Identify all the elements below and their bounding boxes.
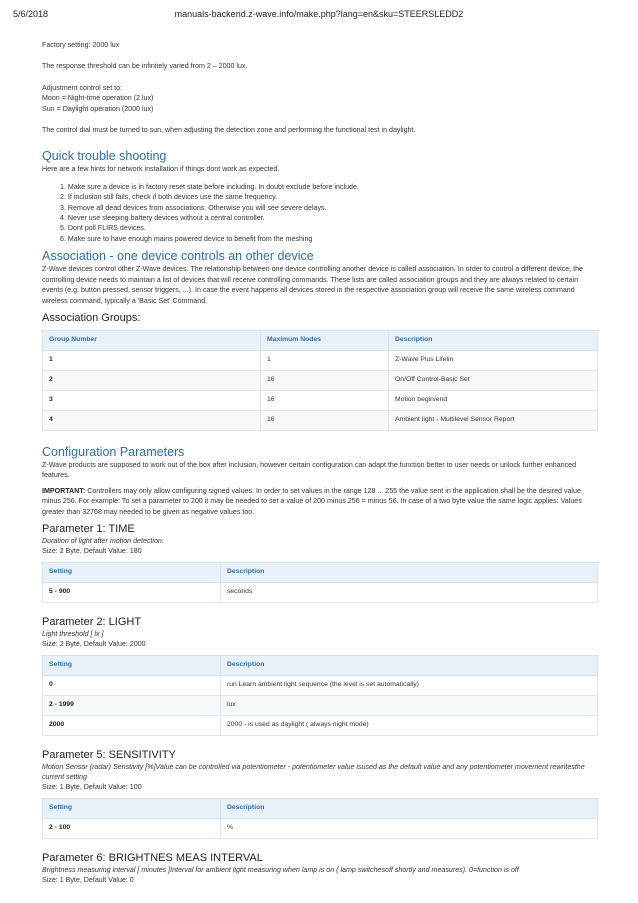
sun-setting: Sun = Daylight operation (2000 lux)	[42, 104, 154, 113]
param-title: Parameter 6: BRIGHTNES MEAS INTERVAL	[42, 851, 263, 864]
table-cell: 3	[43, 390, 261, 410]
column-header: Setting	[43, 655, 221, 675]
param-desc: Brightness measuring interval [ minutes ]Interval for ambient light measuring when lamp is on ( lamp switchesoff shortly and measures). 0=function is off	[42, 865, 519, 874]
moon-setting: Moon = Night-time operation (2 lux)	[42, 94, 154, 103]
table-row	[43, 818, 598, 838]
table-cell: Ambient light - Multilevel Sensor Report	[389, 410, 598, 430]
column-header: Description	[221, 655, 598, 675]
document-body	[42, 40, 598, 886]
dial-note: The control dial must be turned to sun, when adjusting the detection zone and performing the functional test in daylight.	[42, 126, 416, 135]
list-item: 6. Make sure to have enough mains powered device to benefit from the meshing	[60, 234, 313, 243]
table-cell: %	[221, 818, 598, 838]
column-header: Description	[389, 330, 598, 350]
threshold-text: The response threshold can be infinitely varied from 2 – 2000 lux.	[42, 62, 248, 71]
factory-setting: Factory setting: 2000 lux	[42, 41, 120, 49]
param-table	[42, 798, 598, 839]
list-item: 1. Make sure a device is in factory reset state before including. In doubt exclude before include.	[60, 182, 359, 191]
table-row	[43, 695, 598, 715]
table-row	[43, 390, 598, 410]
table-row	[43, 715, 598, 735]
list-item: 2. If inclusion still fails, check if both devices use the same frequency.	[60, 193, 278, 202]
association-text: Z-Wave devices control other Z-Wave devices. The relationship between one device controlling another device is called association. In order to control a different device, the controlling device needs to maintain a list of devices that will receive controlling commands. These lists are called association groups and they are always related to certain events (e.g. button pressed, sensor triggers, ...). In case the event happens all devices stored in the respective association group will receive the same wireless command wireless command, typically a 'Basic Set' Command.	[42, 265, 583, 305]
list-item: 5. Dont poll FLIRS devices.	[60, 224, 146, 233]
table-cell: seconds	[221, 582, 598, 602]
param-desc: Motion Sensor (radar) Senstivity [%]Value can be controlled via potentiometer - potentiometer value isused as the default value and any potentiometer movement rewritesthe current setting	[42, 762, 585, 781]
table-cell: 2 - 100	[43, 818, 221, 838]
table-row	[43, 582, 598, 602]
trouble-lead: Here are a few hints for network installation if things dont work as expected.	[42, 165, 280, 174]
table-cell: 2	[43, 370, 261, 390]
table-cell: 1	[43, 350, 261, 370]
column-header: Description	[221, 798, 598, 818]
table-cell: Z-Wave Plus Lifelin	[389, 350, 598, 370]
table-cell: 1	[261, 350, 389, 370]
param-desc: Light threshold [ lx ]	[42, 629, 104, 638]
table-cell: 16	[261, 390, 389, 410]
table-row	[43, 675, 598, 695]
param-title: Parameter 2: LIGHT	[42, 615, 142, 628]
table-cell: 2000 - is used as daylight ( always night mode)	[221, 715, 598, 735]
column-header: Description	[221, 562, 598, 582]
table-cell: lux	[221, 695, 598, 715]
column-header: Setting	[43, 562, 221, 582]
list-item: 4. Never use sleeping battery devices without a central controller.	[60, 214, 265, 223]
param-size: Size: 1 Byte, Default Value: 0	[42, 876, 134, 885]
config-heading: Configuration Parameters	[42, 444, 185, 459]
table-cell: On/Off Control-Basic Set	[389, 370, 598, 390]
table-cell: 4	[43, 410, 261, 430]
print-url[interactable]: manuals-backend.z-wave.info/make.php?lang=en&sku=STEERSLEDD2	[174, 9, 464, 19]
table-cell: 2000	[43, 715, 221, 735]
column-header: Group Number	[43, 330, 261, 350]
param-title: Parameter 5: SENSITIVITY	[42, 748, 176, 761]
table-cell: Motion begin/end	[389, 390, 598, 410]
config-text: Z-Wave products are supposed to work out of the box after inclusion, however certain configuration can adapt the function better to user needs or unlock further enhanced features.	[42, 460, 577, 480]
table-row	[43, 370, 598, 390]
trouble-list	[60, 182, 598, 244]
param-table	[42, 655, 598, 736]
trouble-heading: Quick trouble shooting	[42, 149, 167, 164]
table-cell: 0	[43, 675, 221, 695]
param-size: Size: 2 Byte, Default Value: 180	[42, 547, 142, 556]
association-groups-heading: Association Groups:	[42, 311, 141, 324]
association-heading: Association - one device controls an other device	[42, 249, 314, 264]
param-desc: Duration of light after motion detection.	[42, 536, 164, 545]
important-label: IMPORTANT:	[42, 486, 86, 495]
param-size: Size: 2 Byte, Default Value: 2000	[42, 640, 146, 649]
list-item: 3. Remove all dead devices from associations. Otherwise you will see severe delays.	[60, 203, 327, 212]
table-cell: 5 - 900	[43, 582, 221, 602]
association-table	[42, 330, 598, 431]
column-header: Maximum Nodes	[261, 330, 389, 350]
table-cell: 16	[261, 370, 389, 390]
table-cell: 16	[261, 410, 389, 430]
param-size: Size: 1 Byte, Default Value: 100	[42, 783, 142, 792]
adjust-title: Adjustment control set to:	[42, 83, 123, 92]
important-note	[42, 486, 598, 517]
column-header: Setting	[43, 798, 221, 818]
table-row	[43, 410, 598, 430]
param-table	[42, 562, 598, 603]
print-date: 5/6/2018	[13, 9, 49, 19]
table-cell: 2 - 1999	[43, 695, 221, 715]
table-row	[43, 350, 598, 370]
important-text: Controllers may only allow configuring signed values. In order to set values in the range 128 ... 255 the value sent in the application shall be the desired value minus 256. For example: To set a parameter to 200 it may be needed to set a value of 200 minus 256 = minus 56. In case of a two byte value the same logic applies: Values greater than 32768 may needed to be given as negative values too.	[42, 486, 582, 516]
param-title: Parameter 1: TIME	[42, 522, 135, 535]
table-cell: run Learn ambient light sequence (the level is set automatically)	[221, 675, 598, 695]
